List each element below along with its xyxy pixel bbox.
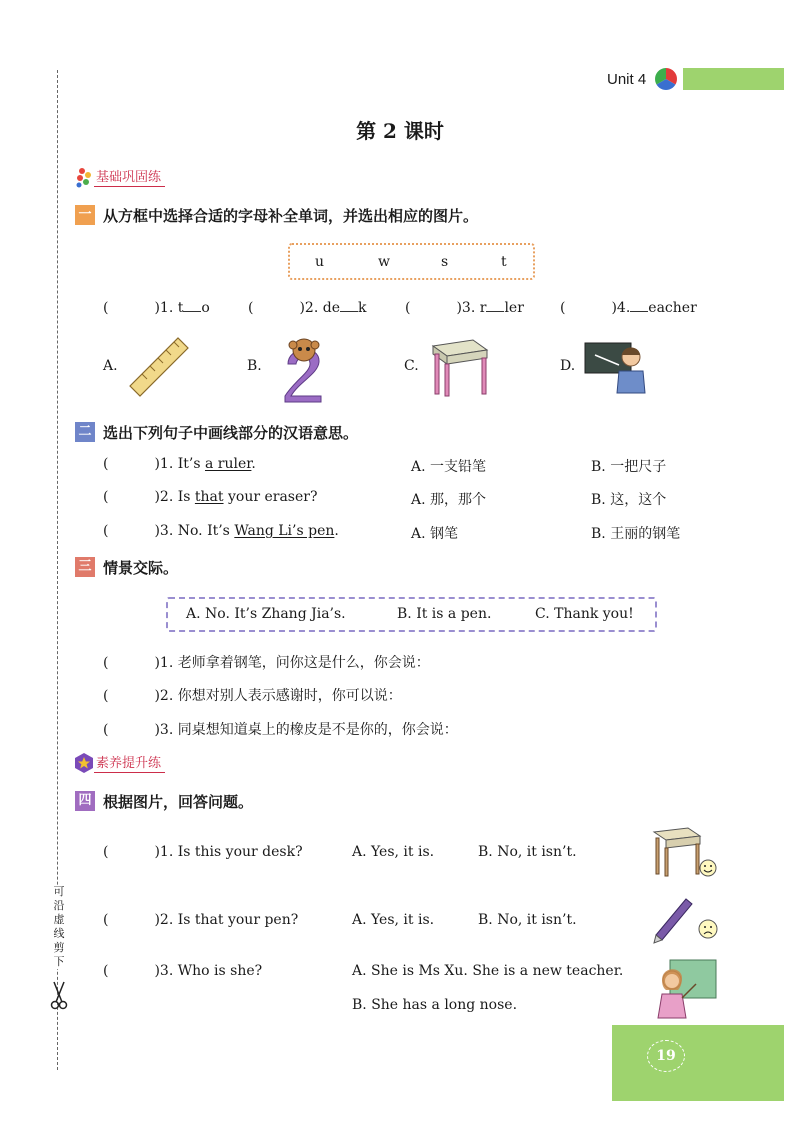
situation-text: )2. 你想对别人表示感谢时，你可以说： — [154, 688, 402, 704]
question-text: )1. Is this your desk? — [154, 844, 303, 860]
desk-smile-picture — [648, 826, 718, 880]
choice-a: A. No. It’s Zhang Jia’s. — [186, 606, 346, 622]
q4-instruction: 根据图片，回答问题。 — [103, 793, 254, 811]
flower-icon — [74, 166, 94, 188]
option-a: A. Yes, it is. — [352, 844, 435, 860]
q1-item-2 — [248, 299, 366, 316]
ruler-picture — [128, 336, 190, 398]
q1-instruction: 从方框中选择合适的字母补全单词，并选出相应的图片。 — [103, 207, 479, 225]
q1-item-1 — [103, 299, 210, 316]
situation-text: )1. 老师拿着钢笔，问你这是什么，你会说： — [154, 655, 430, 671]
answer-paren: ( — [405, 300, 411, 316]
option-b: B. No, it isn’t. — [478, 912, 577, 928]
answer-paren: ( — [103, 523, 109, 539]
q2-instruction: 选出下列句子中画线部分的汉语意思。 — [103, 424, 359, 442]
situation-text: )3. 同桌想知道桌上的橡皮是不是你的，你会说： — [154, 722, 458, 738]
option-b-label: B. — [247, 358, 262, 374]
q3-number-badge: 三 — [75, 557, 95, 577]
answer-paren: ( — [103, 844, 109, 860]
q1-item-2-post: k — [358, 300, 367, 316]
q1-item-1-post: o — [201, 300, 210, 316]
cut-instruction: 可沿虚线剪下 — [53, 885, 65, 968]
q4-row-3 — [103, 963, 262, 979]
q2-row-2 — [103, 489, 317, 505]
option-a: A. 钢笔 — [411, 526, 459, 542]
q1-item-4-pre: )4. — [611, 300, 631, 316]
answer-paren: ( — [560, 300, 566, 316]
unit-bar — [683, 68, 784, 90]
option-b: B. She has a long nose. — [352, 997, 518, 1013]
answer-paren: ( — [103, 688, 109, 704]
option-a: A. 那，那个 — [411, 492, 487, 508]
option-a-label: A. — [103, 358, 118, 374]
q2-number-badge: 二 — [75, 422, 95, 442]
page-title: 第 2 课时 — [356, 119, 444, 143]
answer-paren: ( — [248, 300, 254, 316]
underlined-part: Wang Li’s pen — [234, 523, 335, 539]
question-text: )3. Who is she? — [154, 963, 263, 979]
desk-picture — [427, 336, 491, 398]
q3-instruction: 情景交际。 — [103, 559, 179, 577]
blank[interactable] — [340, 299, 358, 312]
option-b: B. 王丽的钢笔 — [591, 526, 681, 542]
q1-item-4-post: eacher — [648, 300, 697, 316]
underlined-part: that — [194, 489, 224, 505]
q1-item-4 — [560, 299, 697, 316]
sentence-text: )2. Is — [154, 489, 195, 505]
section-basic-heading: 基础巩固练 — [94, 166, 165, 187]
blank[interactable] — [630, 299, 648, 312]
letter-option: s — [441, 254, 449, 270]
unit-label: Unit 4 — [607, 71, 647, 88]
option-d-label: D. — [560, 358, 576, 374]
page-number: 19 — [647, 1040, 685, 1072]
q4-row-1 — [103, 844, 303, 860]
sentence-end: . — [334, 523, 339, 539]
sentence-text: )1. It’s — [154, 456, 205, 472]
option-a: A. She is Ms Xu. She is a new teacher. — [352, 963, 624, 979]
q1-item-3-pre: )3. r — [456, 300, 487, 316]
sentence-end: your eraser? — [223, 489, 318, 505]
letter-option: t — [501, 254, 507, 270]
answer-paren: ( — [103, 456, 109, 472]
q1-number-badge: 一 — [75, 205, 95, 225]
option-b: B. No, it isn’t. — [478, 844, 577, 860]
q1-item-3-post: ler — [504, 300, 524, 316]
answer-paren: ( — [103, 963, 109, 979]
q3-row-2 — [103, 685, 402, 705]
option-a: A. Yes, it is. — [352, 912, 435, 928]
choice-b: B. It is a pen. — [397, 606, 492, 622]
q2-row-1 — [103, 456, 256, 472]
page-number-box — [612, 1025, 784, 1101]
q4-row-2 — [103, 912, 298, 928]
pen-sad-picture — [652, 895, 720, 945]
q1-item-3 — [405, 299, 524, 316]
sentence-text: )3. No. It’s — [154, 523, 235, 539]
answer-paren: ( — [103, 722, 109, 738]
option-a: A. 一支铅笔 — [411, 459, 487, 475]
option-b: B. 一把尺子 — [591, 459, 667, 475]
question-text: )2. Is that your pen? — [154, 912, 299, 928]
blank[interactable] — [183, 299, 201, 312]
letter-option: u — [315, 254, 325, 270]
section-advanced-heading: 素养提升练 — [94, 752, 165, 773]
answer-paren: ( — [103, 655, 109, 671]
q4-number-badge: 四 — [75, 791, 95, 811]
letter-option: w — [378, 254, 390, 270]
color-wheel-icon — [655, 68, 677, 90]
answer-paren: ( — [103, 300, 109, 316]
teacher-picture — [585, 341, 649, 393]
blank[interactable] — [486, 299, 504, 312]
answer-paren: ( — [103, 912, 109, 928]
star-badge-icon — [74, 752, 94, 774]
scissors-icon — [49, 980, 69, 1010]
option-c-label: C. — [404, 358, 419, 374]
q2-row-3 — [103, 523, 339, 539]
option-b: B. 这，这个 — [591, 492, 667, 508]
answer-paren: ( — [103, 489, 109, 505]
number-two-picture — [283, 336, 325, 402]
choice-c: C. Thank you! — [535, 606, 634, 622]
underlined-part: a ruler — [204, 456, 252, 472]
q1-item-2-pre: )2. de — [299, 300, 340, 316]
letter-box — [288, 243, 535, 280]
q1-item-1-pre: )1. t — [154, 300, 184, 316]
q3-row-3 — [103, 719, 458, 739]
teacher-board-picture — [652, 958, 716, 1018]
sentence-end: . — [251, 456, 256, 472]
q3-row-1 — [103, 652, 430, 672]
